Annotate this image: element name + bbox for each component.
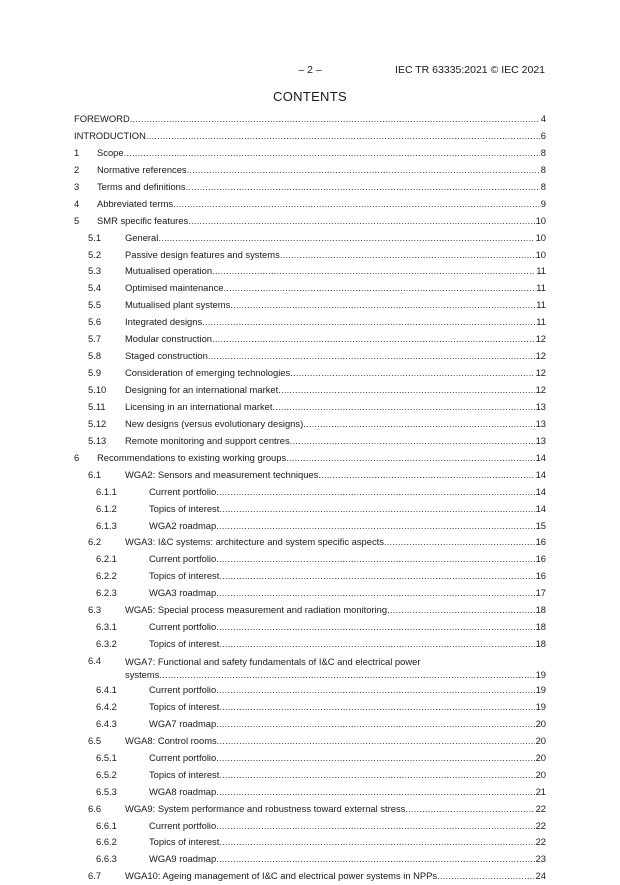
toc-entry[interactable]	[74, 162, 546, 179]
toc-entry-page: 11	[536, 265, 546, 277]
dot-leader	[219, 767, 534, 784]
toc-entry-title: Current portfolio	[149, 485, 217, 497]
dot-leader	[219, 699, 534, 716]
toc-entry-title: systems	[125, 669, 160, 680]
dot-leader	[186, 179, 540, 196]
toc-entry-title: Recommendations to existing working groups	[97, 451, 287, 463]
toc-entry[interactable]	[74, 399, 546, 416]
toc-entry-number: 6.6.3	[96, 853, 117, 865]
toc-entry-title: Current portfolio	[149, 819, 217, 831]
toc-entry-number: 5.4	[88, 282, 102, 294]
toc-entry-title: Current portfolio	[149, 751, 217, 763]
toc-entry-number: 6.6.1	[96, 819, 117, 831]
toc-entry-page: 20	[535, 734, 546, 746]
toc-entry-page: 24	[535, 870, 546, 882]
toc-entry[interactable]	[74, 801, 546, 818]
toc-entry[interactable]	[74, 433, 546, 450]
toc-entry[interactable]	[74, 619, 546, 636]
dot-leader	[272, 399, 534, 416]
toc-entry-number: 5.12	[88, 417, 107, 429]
toc-entry-title: Integrated designs	[125, 316, 203, 328]
toc-entry[interactable]	[74, 568, 546, 585]
toc-entry-title: Mutualised plant systems	[125, 299, 231, 311]
toc-entry-title: Scope	[97, 146, 124, 158]
toc-entry-title: Licensing in an international market	[125, 400, 273, 412]
toc-entry-title: Topics of interest	[149, 836, 220, 848]
toc-entry-number: 6.5	[88, 734, 102, 746]
page-number: – 2 –	[298, 64, 322, 76]
toc-entry-title: WGA8 roadmap	[149, 785, 217, 797]
toc-entry-title: Mutualised operation	[125, 265, 213, 277]
toc-entry-page: 13	[535, 434, 546, 446]
toc-entry-number: 5	[74, 214, 80, 226]
toc-entry-number: 6.4	[88, 655, 102, 666]
dot-leader	[216, 518, 534, 535]
toc-entry-number: 5.5	[88, 299, 102, 311]
toc-entry-title: Designing for an international market	[125, 384, 279, 395]
toc-entry-number: 6.2	[88, 536, 102, 548]
toc-entry-page: 9	[540, 197, 546, 209]
toc-entry-title: WGA2: Sensors and measurement techniques	[125, 468, 319, 480]
toc-entry-page: 21	[535, 785, 546, 797]
toc-entry-page: 12	[535, 367, 546, 379]
toc-entry-number: 5.11	[88, 400, 106, 412]
toc-entry[interactable]	[74, 128, 546, 145]
toc-entry-number: 4	[74, 197, 80, 209]
toc-entry[interactable]	[74, 636, 546, 653]
toc-entry-number: 6.2.1	[96, 553, 117, 565]
toc-entry[interactable]	[74, 834, 546, 851]
toc-entry[interactable]	[74, 179, 546, 196]
table-of-contents	[74, 111, 546, 885]
toc-entry-title: Current portfolio	[149, 684, 217, 695]
toc-entry[interactable]	[74, 416, 546, 433]
toc-entry[interactable]	[74, 280, 546, 297]
toc-entry-title: WGA7: Functional and safety fundamentals of I&C and electrical power	[125, 656, 421, 667]
toc-entry-title: WGA10: Ageing management of I&C and electrical power systems in NPPs	[125, 870, 438, 882]
toc-entry-title: Modular construction	[125, 333, 213, 345]
dot-leader	[286, 450, 534, 467]
toc-entry-number: 5.1	[88, 231, 102, 243]
toc-entry-page: 16	[535, 553, 546, 565]
toc-entry-title: Topics of interest	[149, 768, 220, 780]
dot-leader	[212, 331, 535, 348]
dot-leader	[187, 162, 540, 179]
toc-entry[interactable]	[74, 365, 546, 382]
toc-entry[interactable]	[74, 699, 546, 716]
dot-leader	[405, 801, 534, 818]
toc-entry-title: Current portfolio	[149, 621, 217, 633]
toc-entry-page: 20	[535, 768, 546, 780]
toc-entry-page: 20	[535, 717, 546, 729]
toc-entry-page: 12	[535, 333, 546, 345]
dot-leader	[173, 196, 540, 213]
toc-entry-page: 8	[540, 146, 546, 158]
dot-leader	[216, 750, 534, 767]
toc-entry-page: 12	[535, 384, 546, 395]
toc-entry-title: Current portfolio	[149, 553, 217, 565]
toc-entry[interactable]	[74, 851, 546, 868]
dot-leader	[216, 585, 534, 602]
toc-entry[interactable]	[74, 716, 546, 733]
toc-entry-title: New designs (versus evolutionary designs)	[125, 417, 304, 429]
toc-entry-number: 6.4.1	[96, 684, 117, 695]
toc-entry-page: 14	[535, 468, 546, 480]
toc-entry-title: WGA5: Special process measurement and radiation monitoring	[125, 604, 388, 616]
toc-entry-page: 4	[540, 113, 546, 124]
toc-entry[interactable]	[74, 331, 546, 348]
dot-leader	[146, 128, 540, 145]
dot-leader	[280, 247, 535, 264]
toc-entry[interactable]	[74, 653, 546, 682]
toc-entry-title: Abbreviated terms	[97, 197, 174, 209]
toc-entry-number: 6.3.1	[96, 621, 117, 633]
toc-entry-page: 8	[540, 180, 546, 192]
toc-entry-number: 6.2.3	[96, 587, 117, 599]
dot-leader	[219, 834, 534, 851]
toc-entry[interactable]	[74, 382, 546, 399]
toc-entry-page: 19	[535, 684, 546, 695]
toc-entry-number: 5.6	[88, 316, 102, 328]
toc-entry-number: 6.1.3	[96, 519, 117, 531]
toc-entry-number: 6.3	[88, 604, 102, 616]
toc-entry[interactable]	[74, 213, 546, 230]
toc-entry-number: 6.4.2	[96, 700, 117, 712]
toc-entry[interactable]	[74, 348, 546, 365]
dot-leader	[216, 484, 534, 501]
dot-leader	[212, 263, 535, 280]
dot-leader	[278, 382, 534, 399]
toc-entry[interactable]	[74, 784, 546, 801]
toc-entry-page: 10	[535, 231, 546, 243]
toc-entry[interactable]	[74, 518, 546, 535]
toc-entry-number: 5.7	[88, 333, 102, 345]
toc-entry-number: 6.2.2	[96, 570, 117, 582]
dot-leader	[216, 716, 534, 733]
toc-entry-page: 18	[535, 621, 546, 633]
dot-leader	[387, 602, 534, 619]
toc-entry-number: 1	[74, 146, 80, 158]
toc-entry-title: Normative references	[97, 163, 187, 175]
toc-entry-page: 8	[540, 163, 546, 175]
dot-leader	[159, 668, 534, 681]
toc-entry[interactable]	[74, 733, 546, 750]
toc-entry-page: 14	[535, 485, 546, 497]
toc-entry-number: 6.1	[88, 468, 102, 480]
toc-entry[interactable]	[74, 484, 546, 501]
dot-leader	[230, 297, 535, 314]
toc-entry-title: Remote monitoring and support centres	[125, 434, 290, 446]
toc-entry-number: 6.5.1	[96, 751, 117, 763]
toc-entry-page: 14	[535, 451, 546, 463]
toc-entry[interactable]	[74, 297, 546, 314]
toc-entry-number: 6.5.3	[96, 785, 117, 797]
toc-entry[interactable]	[74, 501, 546, 518]
toc-entry-number: 5.3	[88, 265, 102, 277]
toc-entry-number: 6.3.2	[96, 638, 117, 650]
dot-leader	[224, 280, 536, 297]
toc-entry-title: Terms and definitions	[97, 180, 186, 192]
toc-entry[interactable]	[74, 551, 546, 568]
dot-leader	[216, 619, 534, 636]
toc-entry-page: 18	[535, 604, 546, 616]
dot-leader	[318, 467, 534, 484]
toc-entry-number: 6.6.2	[96, 836, 117, 848]
toc-entry-number: 6	[74, 451, 80, 463]
toc-entry-page: 12	[535, 350, 546, 362]
toc-entry-number: 5.2	[88, 248, 102, 260]
toc-entry-title: INTRODUCTION	[74, 129, 146, 141]
toc-entry-title: SMR specific features	[97, 214, 189, 226]
toc-entry-title: WGA2 roadmap	[149, 519, 217, 531]
toc-entry[interactable]	[74, 145, 546, 162]
toc-entry[interactable]	[74, 767, 546, 784]
toc-entry[interactable]	[74, 247, 546, 264]
toc-entry-page: 16	[535, 536, 546, 548]
toc-entry-page: 18	[535, 638, 546, 650]
dot-leader	[188, 213, 534, 230]
toc-entry-page: 19	[535, 669, 546, 680]
dot-leader	[216, 551, 534, 568]
toc-entry[interactable]	[74, 314, 546, 331]
toc-entry-page: 19	[535, 700, 546, 712]
dot-leader	[219, 501, 534, 518]
dot-leader	[290, 433, 535, 450]
toc-entry-page: 23	[535, 853, 546, 865]
toc-entry-page: 10	[535, 248, 546, 260]
toc-entry-title: Passive design features and systems	[125, 248, 280, 260]
dot-leader	[216, 851, 534, 868]
toc-entry-number: 6.4.3	[96, 717, 117, 729]
toc-entry-number: 2	[74, 163, 80, 175]
toc-entry-title: WGA9: System performance and robustness toward external stress	[125, 802, 406, 814]
dot-leader	[216, 784, 534, 801]
toc-entry-page: 13	[535, 417, 546, 429]
toc-entry-title: Topics of interest	[149, 700, 220, 712]
dot-leader	[158, 230, 534, 247]
document-reference: IEC TR 63335:2021 © IEC 2021	[395, 64, 545, 76]
toc-entry-number: 3	[74, 180, 80, 192]
toc-entry[interactable]	[74, 534, 546, 551]
dot-leader	[384, 534, 535, 551]
dot-leader	[202, 314, 535, 331]
dot-leader	[290, 365, 534, 382]
dot-leader	[216, 682, 534, 699]
toc-entry-page: 22	[535, 819, 546, 831]
toc-entry-title: WGA7 roadmap	[149, 717, 217, 729]
toc-entry-number: 6.1.1	[96, 485, 117, 497]
dot-leader	[208, 348, 535, 365]
toc-entry-number: 6.7	[88, 870, 102, 882]
toc-entry[interactable]	[74, 450, 546, 467]
toc-entry-title: Consideration of emerging technologies	[125, 367, 291, 379]
toc-entry-number: 5.9	[88, 367, 102, 379]
toc-entry-title: FOREWORD	[74, 113, 130, 124]
toc-entry[interactable]	[74, 196, 546, 213]
toc-entry-page: 16	[535, 570, 546, 582]
toc-entry-page: 10	[535, 214, 546, 226]
contents-title: CONTENTS	[273, 89, 347, 104]
toc-entry[interactable]	[74, 585, 546, 602]
toc-entry-title: Staged construction	[125, 350, 208, 362]
toc-entry[interactable]	[74, 111, 546, 128]
toc-entry-number: 5.13	[88, 434, 107, 446]
toc-entry-page: 6	[540, 129, 546, 141]
toc-entry-page: 11	[536, 316, 546, 328]
toc-entry-page: 17	[535, 587, 546, 599]
dot-leader	[217, 733, 535, 750]
toc-entry-number: 5.10	[88, 384, 107, 395]
toc-entry-page: 15	[535, 519, 546, 531]
toc-entry[interactable]	[74, 602, 546, 619]
toc-entry-title: WGA9 roadmap	[149, 853, 217, 865]
toc-entry-page: 22	[535, 802, 546, 814]
dot-leader	[216, 818, 534, 835]
toc-entry[interactable]	[74, 263, 546, 280]
dot-leader	[124, 145, 540, 162]
toc-entry-number: 5.8	[88, 350, 102, 362]
toc-entry[interactable]	[74, 467, 546, 484]
dot-leader	[130, 111, 540, 128]
toc-entry-number: 6.1.2	[96, 502, 117, 514]
toc-entry-title: WGA3 roadmap	[149, 587, 217, 599]
dot-leader	[219, 636, 534, 653]
toc-entry-page: 13	[535, 400, 546, 412]
toc-entry-page: 20	[535, 751, 546, 763]
toc-entry-page: 11	[536, 282, 546, 294]
toc-entry-title: WGA3: I&C systems: architecture and system specific aspects	[125, 536, 384, 548]
toc-entry-title: Optimised maintenance	[125, 282, 224, 294]
toc-entry-number: 6.5.2	[96, 768, 117, 780]
toc-entry[interactable]	[74, 818, 546, 835]
toc-entry-title: Topics of interest	[149, 638, 220, 650]
toc-entry-page: 22	[535, 836, 546, 848]
dot-leader	[219, 568, 534, 585]
toc-entry-number: 6.6	[88, 802, 102, 814]
toc-entry[interactable]	[74, 750, 546, 767]
toc-entry[interactable]	[74, 230, 546, 247]
toc-entry-title: Topics of interest	[149, 570, 220, 582]
toc-entry[interactable]	[74, 682, 546, 699]
toc-entry-title: Topics of interest	[149, 502, 220, 514]
toc-entry-page: 14	[535, 502, 546, 514]
toc-entry-title: WGA8: Control rooms	[125, 734, 217, 746]
dot-leader	[303, 416, 534, 433]
toc-entry-title: General	[125, 231, 159, 243]
toc-entry-page: 11	[536, 299, 546, 311]
